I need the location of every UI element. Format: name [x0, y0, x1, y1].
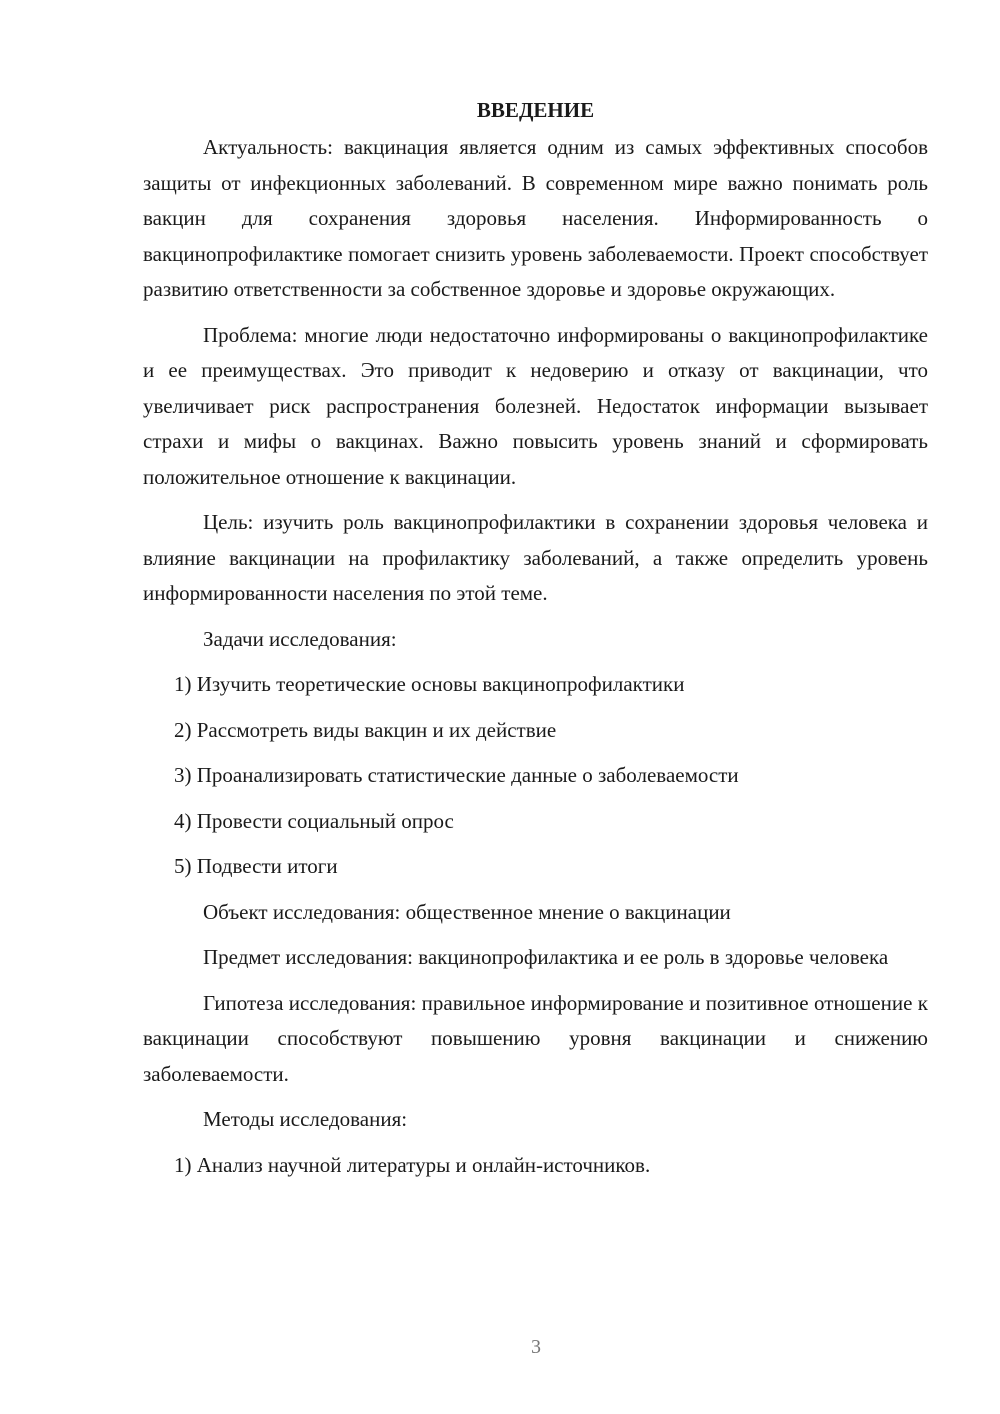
goal-paragraph: Цель: изучить роль вакцинопрофилактики в сохранении здоровья человека и влияние вакцинации на профилактику заболеваний, а также определить уровень информированности населения по этой теме.: [143, 510, 928, 605]
task-item-1: 1) Изучить теоретические основы вакцинопрофилактики: [174, 672, 685, 696]
methods-heading: Методы исследования:: [203, 1107, 408, 1131]
problem-paragraph: Проблема: многие люди недостаточно информированы о вакцинопрофилактике и ее преимуществах. Это приводит к недоверию и отказу от вакцинации, что увеличивает риск распространения болезней. Недостаток информации вызывает страхи и мифы о вакцинах. Важно повысить уровень знаний и сформировать положительное отношение к вакцинации.: [143, 322, 928, 489]
subject-paragraph: Предмет исследования: вакцинопрофилактика и ее роль в здоровье человека: [203, 945, 889, 969]
tasks-heading: Задачи исследования:: [203, 626, 397, 651]
hypothesis-paragraph: Гипотеза исследования: правильное информирование и позитивное отношение к вакцинации способствуют повышению уровня вакцинации и снижению заболеваемости.: [143, 990, 928, 1086]
task-item-2: 2) Рассмотреть виды вакцин и их действие: [174, 717, 557, 742]
task-item-4: 4) Провести социальный опрос: [174, 808, 454, 833]
page-number: 3: [531, 1336, 541, 1358]
task-item-5: 5) Подвести итоги: [174, 854, 338, 878]
document-title: ВВЕДЕНИЕ: [476, 98, 595, 122]
object-paragraph: Объект исследования: общественное мнение о вакцинации: [203, 899, 731, 924]
task-item-3: 3) Проанализировать статистические данные о заболеваемости: [174, 763, 739, 787]
method-item-1: 1) Анализ научной литературы и онлайн-источников.: [174, 1152, 651, 1177]
document-page: [143, 92, 928, 1193]
relevance-paragraph: Актуальность: вакцинация является одним из самых эффективных способов защиты от инфекционных заболеваний. В современном мире важно понимать роль вакцин для сохранения здоровья населения. Информированность о вакцинопрофилактике помогает снизить уровень заболеваемости. Проект способствует развитию ответственности за собственное здоровье и здоровье окружающих.: [143, 135, 928, 301]
